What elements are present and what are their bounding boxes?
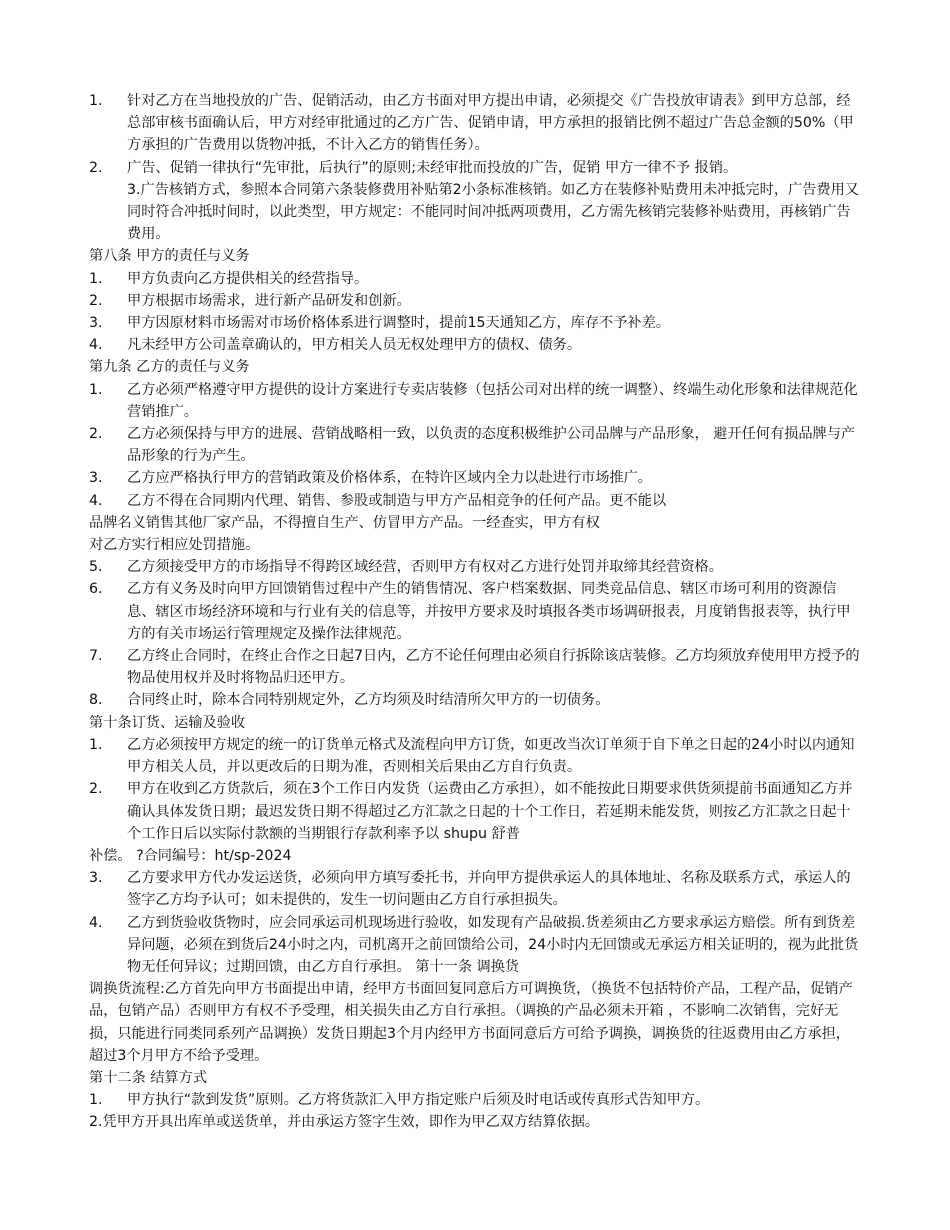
clause-text: 第十二条 结算方式	[89, 1069, 208, 1086]
clause-number: 8.	[89, 692, 103, 709]
clause-text: 凡未经甲方公司盖章确认的，甲方相关人员无权处理甲方的债权、债务。	[127, 337, 582, 354]
clause-text: 第十条订货、运输及验收	[89, 714, 246, 731]
clause-item	[89, 578, 864, 645]
clause-text: 乙方到货验收货物时，应会同承运司机现场进行验收，如发现有产品破损.货差须由乙方要求承运方赔偿。所有到货差异问题，必须在到货后24小时之内，司机离开之前回馈给公司，24小时内无回馈或无承运方相关证明的，视为此批货物无任何异议；过期回馈，由乙方自行承担。 第十一条 调换货	[127, 914, 859, 975]
clause-text: 乙方必须按甲方规定的统一的订货单元格式及流程向甲方订货，如更改当次订单须于自下单之日起的24小时以内通知甲方相关人员，并以更改后的日期为准，否则相关后果由乙方自行负责。	[127, 736, 855, 776]
clause-text: 甲方根据市场需求，进行新产品研发和创新。	[127, 292, 411, 309]
clause-text: 甲方负责向乙方提供相关的经营指导。	[127, 270, 369, 287]
clause-item	[89, 334, 864, 356]
clause-item	[89, 778, 864, 845]
clause-number: 3.	[89, 470, 103, 487]
clause-text: 甲方因原材料市场需对市场价格体系进行调整时，提前15天通知乙方，库存不予补差。	[127, 315, 670, 332]
section-line	[89, 356, 864, 378]
clause-item	[89, 734, 864, 778]
clause-item	[89, 490, 864, 512]
clause-item	[89, 1089, 864, 1111]
clause-number: 4.	[89, 914, 103, 931]
clause-text: 甲方执行“款到发货”原则。乙方将货款汇入甲方指定账户后须及时电话或传真形式告知甲方。	[127, 1092, 710, 1109]
clause-item	[89, 179, 864, 246]
clause-item	[89, 379, 864, 423]
clause-text: 乙方不得在合同期内代理、销售、参股或制造与甲方产品相竞争的任何产品。更不能以	[127, 492, 667, 509]
clause-text: 补偿。 ?合同编号：ht/sp-2024	[89, 847, 292, 864]
clause-item	[89, 290, 864, 312]
clause-item	[89, 90, 864, 157]
clause-text: 乙方有义务及时向甲方回馈销售过程中产生的销售情况、客户档案数据、同类竞品信息、辖区市场可利用的资源信息、辖区市场经济环境和与行业有关的信息等，并按甲方要求及时填报各类市场调研报表，月度销售报表等，执行甲方的有关市场运行管理规定及操作法律规范。	[127, 581, 851, 642]
clause-number: 3.	[89, 870, 103, 887]
clause-item	[89, 556, 864, 578]
clause-number: 2.	[89, 781, 103, 798]
clause-number: 2.	[89, 426, 103, 443]
clause-number: 4.	[89, 492, 103, 509]
section-line	[89, 534, 864, 556]
section-line	[89, 845, 864, 867]
clause-number: 1.	[89, 1092, 103, 1109]
clause-text: 3.广告核销方式，参照本合同第六条装修费用补贴第2小条标准核销。如乙方在装修补贴费用未冲抵完时，广告费用又同时符合冲抵时间时，以此类型，甲方规定：不能同时间冲抵两项费用，乙方需先核销完装修补贴费用，再核销广告费用。	[127, 181, 859, 243]
clause-item	[89, 912, 864, 979]
section-line	[89, 245, 864, 267]
clause-text: 2.凭甲方开具出库单或送货单，并由承运方签字生效，即作为甲乙双方结算依据。	[89, 1114, 600, 1131]
clause-number: 5.	[89, 559, 103, 576]
clause-text: 合同终止时，除本合同特别规定外，乙方均须及时结清所欠甲方的一切债务。	[127, 692, 610, 709]
clause-text: 针对乙方在当地投放的广告、促销活动，由乙方书面对甲方提出申请，必须提交《广告投放审请表》到甲方总部，经总部审核书面确认后，甲方对经审批通过的乙方广告、促销申请，甲方承担的报销比例不超过广告总金额的50%（甲方承担的广告费用以货物冲抵，不计入乙方的销售任务）。	[127, 93, 854, 154]
clause-item	[89, 312, 864, 334]
clause-item	[89, 423, 864, 467]
clause-text: 对乙方实行相应处罚措施。	[89, 537, 260, 554]
clause-number: 1.	[89, 93, 103, 109]
clause-number: 6.	[89, 581, 103, 598]
clause-number: 3.	[89, 315, 103, 332]
clause-text: 乙方须接受甲方的市场指导不得跨区域经营，否则甲方有权对乙方进行处罚并取缔其经营资格。	[127, 559, 723, 576]
contract-document	[89, 90, 864, 1134]
clause-item	[89, 645, 864, 689]
clause-number: 1.	[89, 381, 103, 398]
clause-text: 广告、促销一律执行“先审批，后执行”的原则;未经审批而投放的广告，促销 甲方一律不予 报销。	[127, 159, 738, 176]
clause-text: 品牌名义销售其他厂家产品，不得擅自生产、仿冒甲方产品。一经查实，甲方有权	[89, 514, 600, 531]
section-line	[89, 978, 864, 1067]
clause-number: 4.	[89, 337, 103, 354]
section-line	[89, 712, 864, 734]
clause-number: 1.	[89, 736, 103, 753]
section-line	[89, 512, 864, 534]
clause-item	[89, 867, 864, 911]
section-line	[89, 1067, 864, 1089]
clause-text: 乙方必须严格遵守甲方提供的设计方案进行专卖店装修（包括公司对出样的统一调整）、终端生动化形象和法律规范化营销推广。	[127, 381, 858, 420]
clause-item	[89, 689, 864, 711]
clause-item	[89, 467, 864, 489]
clause-item	[89, 157, 864, 179]
clause-number: 1.	[89, 270, 103, 287]
clause-text: 乙方必须保持与甲方的进展、营销战略相一致，以负责的态度积极维护公司品牌与产品形象， 避开任何有损品牌与产品形象的行为产生。	[127, 426, 856, 465]
clause-number: 2.	[89, 159, 103, 176]
clause-item	[89, 268, 864, 290]
section-line	[89, 1111, 864, 1133]
clause-text: 调换货流程:乙方首先向甲方书面提出申请，经甲方书面回复同意后方可调换货，（换货不包括特价产品，工程产品，促销产品，包销产品）否则甲方有权不予受理，相关损失由乙方自行承担。（调换的产品必须未开箱 ，不影响二次销售，完好无损，只能进行同类同系列产品调换）发货日期起3个月内经甲方书面同意后方可给予调换，调换货的往返费用由乙方承担，超过3个月甲方不给予受理。	[89, 981, 853, 1064]
clause-text: 第九条 乙方的责任与义务	[89, 359, 250, 376]
clause-number: 7.	[89, 648, 103, 665]
clause-text: 甲方在收到乙方货款后，须在3个工作日内发货（运费由乙方承担），如不能按此日期要求供货须提前书面通知乙方并确认具体发货日期；最迟发货日期不得超过乙方汇款之日起的十个工作日，若延期未能发货，则按乙方汇款之日起十个工作日后以实际付款额的当期银行存款利率予以 shupu 舒普	[127, 781, 853, 842]
clause-text: 乙方要求甲方代办发运送货，必须向甲方填写委托书，并向甲方提供承运人的具体地址、名称及联系方式，承运人的签字乙方均予认可；如未提供的，发生一切问题由乙方自行承担损失。	[127, 870, 851, 909]
clause-text: 乙方应严格执行甲方的营销政策及价格体系，在特许区域内全力以赴进行市场推广。	[127, 470, 652, 487]
clause-number: 2.	[89, 292, 103, 309]
clause-text: 第八条 甲方的责任与义务	[89, 248, 250, 265]
clause-text: 乙方终止合同时，在终止合作之日起7日内，乙方不论任何理由必须自行拆除该店装修。乙方均须放弃使用甲方授予的物品使用权并及时将物品归还甲方。	[127, 648, 860, 687]
